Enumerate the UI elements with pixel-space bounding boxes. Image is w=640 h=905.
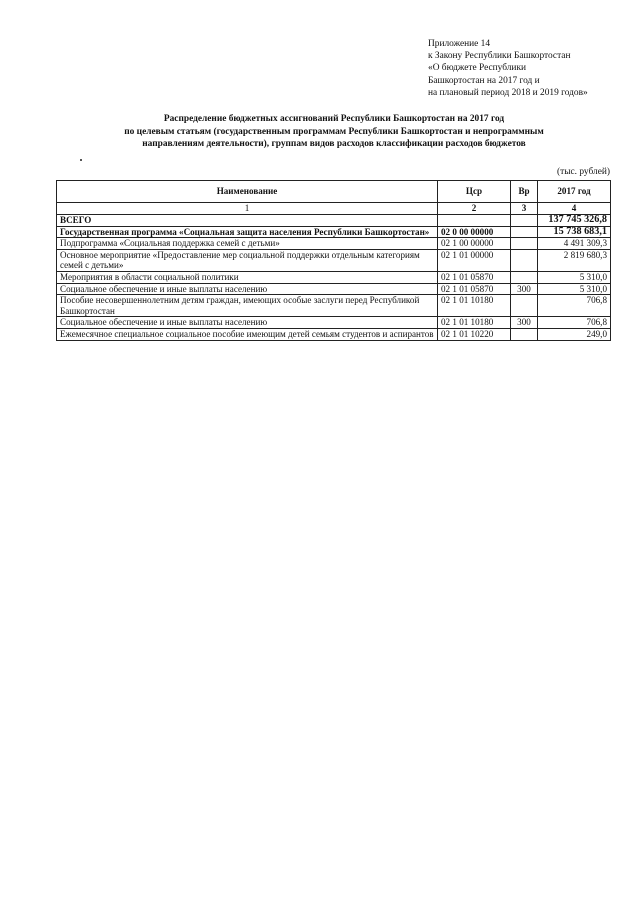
row-code: 02 1 01 10220 bbox=[438, 328, 511, 340]
title-line: Распределение бюджетных ассигнований Республики Башкортостан на 2017 год bbox=[163, 114, 505, 124]
row-amount: 2 819 680,3 bbox=[538, 249, 611, 271]
title-line: по целевым статьям (государственным программам Республики Башкортостан и непрограммным bbox=[124, 126, 544, 137]
header-name: Наименование bbox=[57, 181, 438, 203]
table-row bbox=[57, 271, 611, 283]
appendix-line: «О бюджете Республики bbox=[428, 63, 527, 74]
row-code: 02 0 00 00000 bbox=[438, 226, 511, 238]
row-amount: 15 738 683,1 bbox=[538, 226, 611, 238]
table-row bbox=[57, 317, 611, 329]
appendix-line: на плановый период 2018 и 2019 годов» bbox=[428, 87, 588, 98]
row-amount: 249,0 bbox=[538, 328, 611, 340]
header-year: 2017 год bbox=[538, 181, 611, 203]
row-name: ВСЕГО bbox=[57, 215, 438, 227]
header-row bbox=[57, 181, 611, 203]
appendix-line: Приложение 14 bbox=[428, 39, 491, 49]
row-vr bbox=[511, 226, 538, 238]
row-code: 02 1 01 10180 bbox=[438, 295, 511, 317]
column-number: 4 bbox=[538, 203, 611, 215]
row-name: Мероприятия в области социальной политики bbox=[57, 271, 438, 283]
row-name: Ежемесячное специальное социальное пособие имеющим детей семьям студентов и аспирантов bbox=[57, 328, 438, 340]
scan-speck bbox=[80, 159, 82, 161]
column-number-row bbox=[57, 203, 611, 215]
row-name: Подпрограмма «Социальная поддержка семей с детьми» bbox=[57, 238, 438, 250]
row-code: 02 1 00 00000 bbox=[438, 238, 511, 250]
column-number: 3 bbox=[511, 203, 538, 215]
table-row bbox=[57, 283, 611, 295]
row-amount: 706,8 bbox=[538, 295, 611, 317]
row-name: Социальное обеспечение и иные выплаты населению bbox=[57, 317, 438, 329]
column-number: 2 bbox=[438, 203, 511, 215]
appendix-line: Башкортостан на 2017 год и bbox=[428, 75, 540, 86]
budget-table bbox=[56, 180, 611, 341]
row-code: 02 1 01 10180 bbox=[438, 317, 511, 329]
row-code: 02 1 01 00000 bbox=[438, 249, 511, 271]
row-code: 02 1 01 05870 bbox=[438, 271, 511, 283]
table-row bbox=[57, 215, 611, 227]
row-name: Основное мероприятие «Предоставление мер социальной поддержки отдельным категориям семей с детьми» bbox=[57, 249, 438, 271]
row-name: Социальное обеспечение и иные выплаты населению bbox=[57, 283, 438, 295]
row-name: Государственная программа «Социальная защита населения Республики Башкортостан» bbox=[57, 226, 438, 238]
row-vr bbox=[511, 238, 538, 250]
row-vr bbox=[511, 215, 538, 227]
title-line: направлениям деятельности), группам видов расходов классификации расходов бюджетов bbox=[142, 139, 526, 150]
row-amount: 137 745 326,8 bbox=[538, 215, 611, 227]
table-row bbox=[57, 238, 611, 250]
appendix-note bbox=[428, 38, 633, 99]
table-row bbox=[57, 249, 611, 271]
unit-label: (тыс. рублей) bbox=[556, 167, 610, 177]
row-amount: 5 310,0 bbox=[538, 271, 611, 283]
row-code bbox=[438, 215, 511, 227]
row-amount: 5 310,0 bbox=[538, 283, 611, 295]
row-vr bbox=[511, 295, 538, 317]
row-vr: 300 bbox=[511, 283, 538, 295]
row-vr bbox=[511, 249, 538, 271]
header-vr: Вр bbox=[511, 181, 538, 203]
table-row bbox=[57, 295, 611, 317]
appendix-line: к Закону Республики Башкортостан bbox=[428, 51, 571, 62]
row-name: Пособие несовершеннолетним детям граждан, имеющих особые заслуги перед Республикой Башкортостан bbox=[57, 295, 438, 317]
row-amount: 4 491 309,3 bbox=[538, 238, 611, 250]
document-title bbox=[60, 113, 608, 151]
table-row bbox=[57, 226, 611, 238]
header-code: Цср bbox=[438, 181, 511, 203]
table-row bbox=[57, 328, 611, 340]
row-vr: 300 bbox=[511, 317, 538, 329]
row-code: 02 1 01 05870 bbox=[438, 283, 511, 295]
row-vr bbox=[511, 271, 538, 283]
row-vr bbox=[511, 328, 538, 340]
row-amount: 706,8 bbox=[538, 317, 611, 329]
column-number: 1 bbox=[57, 203, 438, 215]
